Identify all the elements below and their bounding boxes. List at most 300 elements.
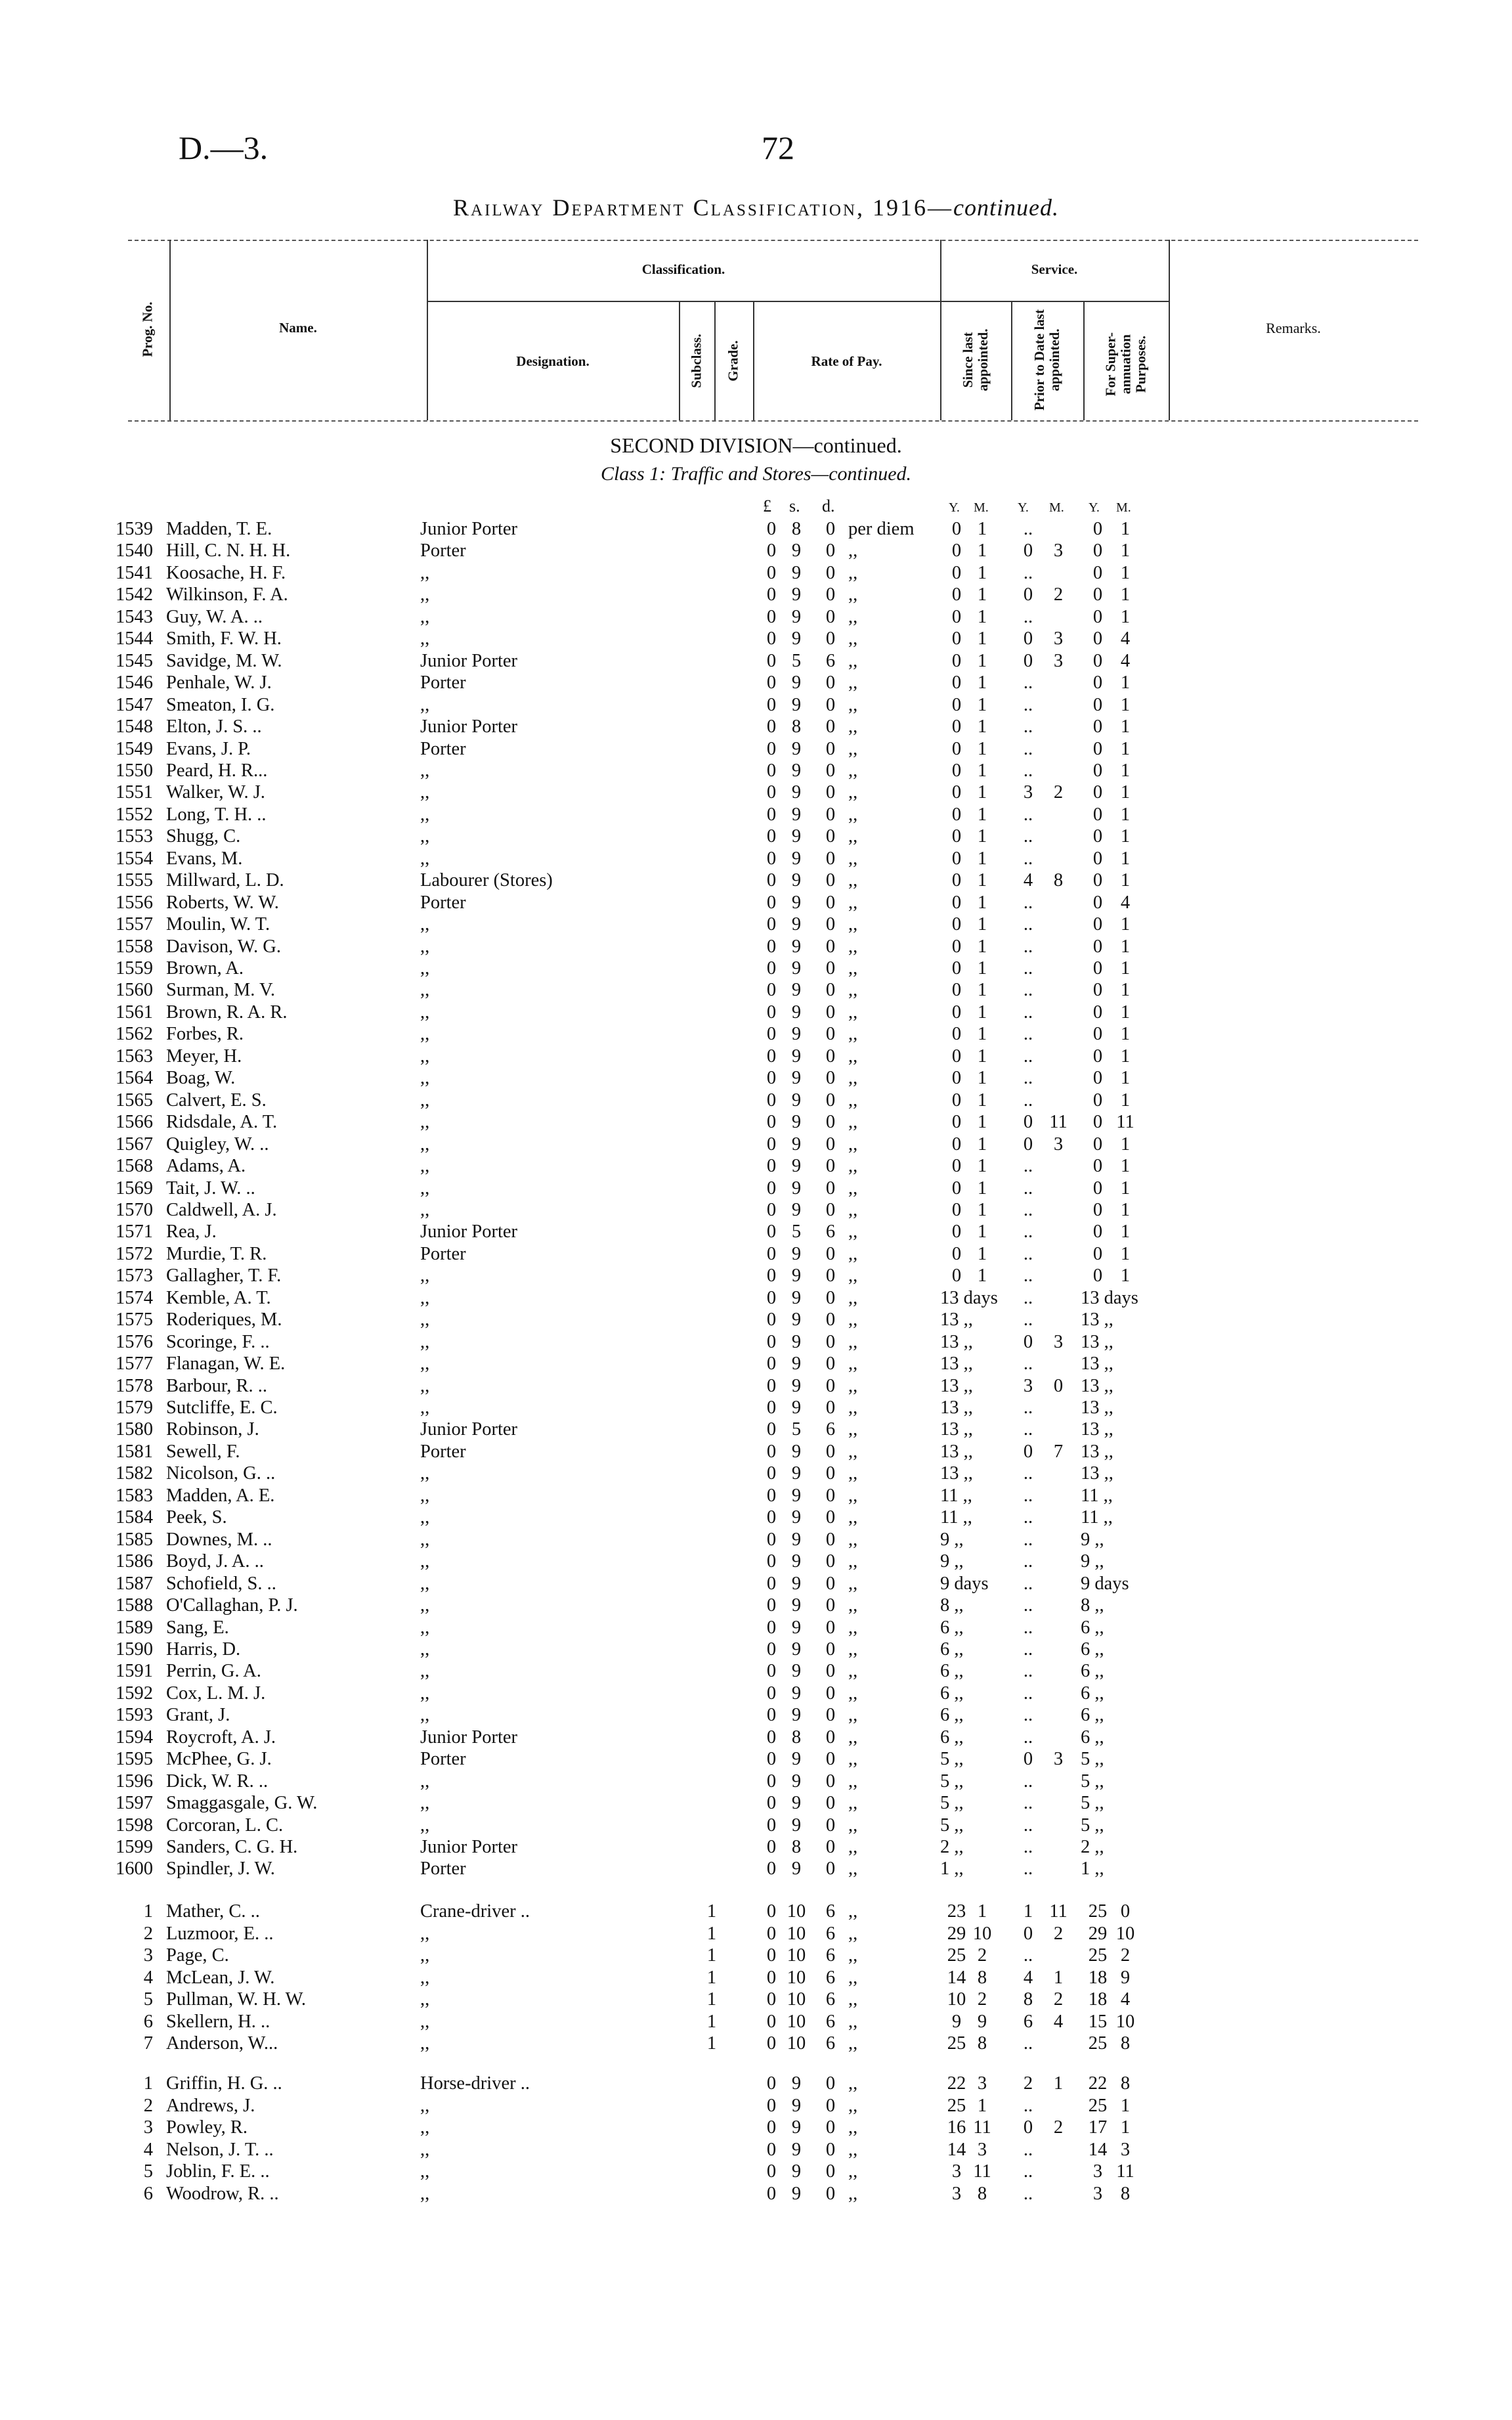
pay-shillings: 9	[791, 848, 802, 869]
designation: ,,	[420, 1068, 430, 1089]
since-years: 0	[951, 519, 962, 539]
super-years: 18	[1088, 1967, 1108, 1988]
since-years: 0	[951, 1089, 962, 1111]
since-months: 1	[977, 892, 987, 913]
super-years: 0	[1092, 562, 1103, 583]
header-divider	[1083, 301, 1085, 420]
since-months: 1	[977, 738, 987, 759]
super-years: 0	[1092, 672, 1103, 693]
pay-pounds: 0	[766, 584, 777, 605]
employee-name: Madden, A. E.	[166, 1485, 275, 1506]
pay-shillings: 9	[791, 1265, 802, 1287]
table-row	[0, 781, 1512, 804]
since-days: 13 ,,	[940, 1463, 973, 1484]
since-months: 1	[977, 1265, 987, 1287]
prog-no: 1561	[116, 1001, 153, 1023]
super-months: 4	[1120, 628, 1131, 649]
pay-period: ,,	[848, 1749, 858, 1770]
table-row	[0, 1967, 1512, 1989]
pay-period: ,,	[848, 650, 858, 671]
super-months: 1	[1120, 1133, 1131, 1155]
super-years: 0	[1092, 519, 1103, 539]
pay-shillings: 9	[791, 936, 802, 957]
since-months: 8	[977, 2033, 987, 2054]
prog-no: 1590	[116, 1639, 153, 1660]
prior-months: 3	[1053, 650, 1064, 671]
employee-name: Page, C.	[166, 1945, 229, 1966]
title-main: Railway Department Classification, 1916—	[453, 194, 954, 221]
super-years: 0	[1092, 782, 1103, 803]
pay-period: ,,	[848, 1068, 858, 1089]
prog-no: 1546	[116, 672, 153, 693]
prog-no: 1591	[116, 1661, 153, 1682]
designation: ,,	[420, 1661, 430, 1682]
designation: ,,	[420, 1309, 430, 1331]
since-years: 0	[951, 782, 962, 803]
since-months: 1	[977, 1112, 987, 1133]
prog-no: 1555	[116, 870, 153, 891]
pay-shillings: 9	[791, 1199, 802, 1220]
pay-pounds: 0	[766, 1375, 777, 1396]
prog-no: 1570	[116, 1199, 153, 1220]
since-months: 1	[977, 540, 987, 561]
designation: ,,	[420, 694, 430, 715]
header-subclass: Subclass.	[688, 334, 704, 388]
pay-pence: 0	[825, 1353, 836, 1375]
table-row	[0, 1727, 1512, 1749]
pay-period: ,,	[848, 2139, 858, 2160]
table-row	[0, 825, 1512, 848]
pay-pounds: 0	[766, 1661, 777, 1682]
super-years: 25	[1088, 1901, 1108, 1922]
prior-months: 0	[1053, 1375, 1064, 1396]
pay-shillings: 9	[791, 958, 802, 979]
employee-name: Tait, J. W. ..	[166, 1177, 255, 1199]
since-months: 9	[977, 2011, 987, 2032]
prior-years: ..	[1023, 672, 1033, 693]
designation: Porter	[420, 1243, 466, 1264]
employee-name: Sang, E.	[166, 1617, 229, 1638]
pay-shillings: 9	[791, 2139, 802, 2160]
pay-pence: 0	[825, 1265, 836, 1287]
table-row	[0, 1067, 1512, 1089]
table-row	[0, 1309, 1512, 1331]
prog-no: 6	[143, 2183, 153, 2204]
prior-years: ..	[1023, 1463, 1033, 1484]
pay-period: ,,	[848, 1177, 858, 1199]
prior-months: 2	[1053, 1923, 1064, 1944]
prog-no: 3	[143, 1945, 153, 1966]
prior-years: ..	[1023, 892, 1033, 913]
pay-shillings: 9	[791, 1771, 802, 1792]
employee-name: Evans, M.	[166, 848, 243, 869]
pay-pounds: 0	[766, 694, 777, 715]
pay-period: ,,	[848, 738, 858, 759]
pay-pence: 6	[825, 2033, 836, 2054]
table-row	[0, 1353, 1512, 1375]
pay-shillings: 9	[791, 1573, 802, 1594]
super-months: 1	[1120, 980, 1131, 1001]
table-row	[0, 1463, 1512, 1485]
prior-years: ..	[1023, 1485, 1033, 1506]
prior-years: 0	[1023, 540, 1033, 561]
pay-shillings: 9	[791, 1441, 802, 1462]
pay-period: ,,	[848, 958, 858, 979]
pay-pounds: 0	[766, 1771, 777, 1792]
since-years: 0	[951, 672, 962, 693]
pay-period: ,,	[848, 1859, 858, 1880]
division-text: SECOND DIVISION—continued.	[610, 433, 902, 457]
prog-no: 1544	[116, 628, 153, 649]
since-months: 1	[977, 1243, 987, 1264]
since-years: 9	[951, 2011, 962, 2032]
super-days: 5 ,,	[1081, 1815, 1104, 1836]
pay-pence: 0	[825, 1507, 836, 1528]
prior-years: ..	[1023, 848, 1033, 869]
pay-period: ,,	[848, 1793, 858, 1814]
since-years: 25	[947, 1945, 966, 1966]
since-days: 13 ,,	[940, 1309, 973, 1331]
prog-no: 1583	[116, 1485, 153, 1506]
pay-shillings: 10	[787, 2011, 806, 2032]
since-years: 0	[951, 1068, 962, 1089]
pay-period: ,,	[848, 1989, 858, 2010]
pay-period: ,,	[848, 694, 858, 715]
header-grade: Grade.	[725, 340, 741, 382]
since-months: 1	[977, 936, 987, 957]
since-years: 0	[951, 562, 962, 583]
pay-pounds: 0	[766, 1397, 777, 1418]
pay-period: ,,	[848, 892, 858, 913]
table-row	[0, 1177, 1512, 1200]
pay-pence: 0	[825, 1156, 836, 1177]
designation: Porter	[420, 738, 466, 759]
super-days: 6 ,,	[1081, 1683, 1104, 1704]
employee-name: Corcoran, L. C.	[166, 1815, 284, 1836]
pay-shillings: 9	[791, 1507, 802, 1528]
designation: Horse-driver ..	[420, 2073, 530, 2094]
table-row	[0, 1045, 1512, 1068]
super-months: 4	[1120, 1989, 1131, 2010]
designation: ,,	[420, 1287, 430, 1308]
table-row	[0, 738, 1512, 760]
prior-months: 8	[1053, 870, 1064, 891]
pay-pence: 0	[825, 782, 836, 803]
since-months: 1	[977, 1901, 987, 1922]
pay-shillings: 9	[791, 1287, 802, 1308]
designation: Porter	[420, 1749, 466, 1770]
pay-shillings: 9	[791, 738, 802, 759]
pay-pence: 0	[825, 2073, 836, 2094]
division-heading	[0, 433, 1512, 458]
since-days: 13 ,,	[940, 1441, 973, 1462]
table-row	[0, 694, 1512, 716]
pay-pence: 0	[825, 1243, 836, 1264]
pay-shillings: 9	[791, 1551, 802, 1572]
prog-no: 1573	[116, 1265, 153, 1287]
pay-pence: 6	[825, 1901, 836, 1922]
prior-years: ..	[1023, 1199, 1033, 1220]
pay-period: ,,	[848, 1507, 858, 1528]
table-row	[0, 1265, 1512, 1287]
pay-pence: 6	[825, 1989, 836, 2010]
pay-pence: 0	[825, 1089, 836, 1111]
prior-years: ..	[1023, 716, 1033, 737]
super-years: 0	[1092, 1045, 1103, 1067]
designation: Crane-driver ..	[420, 1901, 530, 1922]
employee-name: Skellern, H. ..	[166, 2011, 270, 2032]
pay-shillings: 9	[791, 628, 802, 649]
pay-period: ,,	[848, 1397, 858, 1418]
employee-name: Davison, W. G.	[166, 936, 281, 957]
super-years: 0	[1092, 1112, 1103, 1133]
pay-pence: 0	[825, 1617, 836, 1638]
pay-pence: 6	[825, 1419, 836, 1440]
super-years: 0	[1092, 1156, 1103, 1177]
super-months: 1	[1120, 1068, 1131, 1089]
pay-pounds: 0	[766, 826, 777, 847]
super-years: 0	[1092, 760, 1103, 781]
pay-shillings: 8	[791, 1837, 802, 1857]
header-top-rule	[128, 240, 1418, 241]
pay-period: ,,	[848, 1551, 858, 1572]
prog-no: 1563	[116, 1045, 153, 1067]
pay-pounds: 0	[766, 672, 777, 693]
since-days: 13 ,,	[940, 1331, 973, 1352]
pay-shillings: 9	[791, 606, 802, 627]
super-years: 0	[1092, 826, 1103, 847]
since-months: 10	[972, 1923, 992, 1944]
pay-period: ,,	[848, 628, 858, 649]
pay-pounds: 0	[766, 1945, 777, 1966]
table-row	[0, 1441, 1512, 1463]
since-years: 0	[951, 1112, 962, 1133]
since-years: 0	[951, 760, 962, 781]
pay-pounds: 0	[766, 1441, 777, 1462]
pay-period: ,,	[848, 1375, 858, 1396]
pay-shillings: 9	[791, 1133, 802, 1155]
pay-pounds: 0	[766, 1573, 777, 1594]
prog-no: 1558	[116, 936, 153, 957]
subclass: 1	[706, 1901, 717, 1922]
prog-no: 1577	[116, 1353, 153, 1375]
pay-pence: 0	[825, 1727, 836, 1748]
designation: Porter	[420, 1441, 466, 1462]
pay-pence: 0	[825, 628, 836, 649]
prog-no: 1542	[116, 584, 153, 605]
employee-name: Peard, H. R...	[166, 760, 268, 781]
super-months: 4	[1120, 650, 1131, 671]
prior-months: 3	[1053, 1133, 1064, 1155]
super-days: 9 ,,	[1081, 1529, 1104, 1550]
pay-pounds: 0	[766, 958, 777, 979]
prior-years: 0	[1023, 1112, 1033, 1133]
employee-name: Peek, S.	[166, 1507, 227, 1528]
pay-period: ,,	[848, 562, 858, 583]
pay-pounds: 0	[766, 1683, 777, 1704]
pay-period: ,,	[848, 584, 858, 605]
pay-pounds: 0	[766, 1989, 777, 2010]
prog-no: 1557	[116, 914, 153, 935]
employee-name: Anderson, W...	[166, 2033, 278, 2054]
table-row	[0, 1199, 1512, 1221]
pay-shillings: 9	[791, 2161, 802, 2182]
pay-pence: 0	[825, 1309, 836, 1331]
employee-name: Flanagan, W. E.	[166, 1353, 286, 1375]
pay-pounds: 0	[766, 1595, 777, 1616]
pay-shillings: 9	[791, 826, 802, 847]
table-row	[0, 650, 1512, 672]
prog-no: 1589	[116, 1617, 153, 1638]
pay-shillings: 9	[791, 804, 802, 825]
since-years: 3	[951, 2183, 962, 2204]
designation: ,,	[420, 1639, 430, 1660]
since-months: 3	[977, 2139, 987, 2160]
prog-no: 1	[143, 1901, 153, 1922]
pay-period: ,,	[848, 1441, 858, 1462]
pay-shillings: 10	[787, 1923, 806, 1944]
super-months: 1	[1120, 1024, 1131, 1045]
prog-no: 1597	[116, 1793, 153, 1814]
pay-period: ,,	[848, 760, 858, 781]
pay-pounds: 0	[766, 914, 777, 935]
table-row	[0, 1023, 1512, 1045]
prior-years: ..	[1023, 1815, 1033, 1836]
pay-pounds: 0	[766, 1221, 777, 1243]
pay-shillings: 8	[791, 1727, 802, 1748]
since-months: 1	[977, 716, 987, 737]
pay-shillings: 9	[791, 1089, 802, 1111]
designation: Junior Porter	[420, 1419, 518, 1440]
employee-name: Roycroft, A. J.	[166, 1727, 276, 1748]
table-row	[0, 869, 1512, 892]
pay-period: ,,	[848, 1309, 858, 1331]
pay-shillings: 9	[791, 1156, 802, 1177]
employee-name: Andrews, J.	[166, 2095, 255, 2116]
pay-shillings: 9	[791, 540, 802, 561]
since-months: 1	[977, 694, 987, 715]
since-years: 0	[951, 1024, 962, 1045]
employee-name: Woodrow, R. ..	[166, 2183, 279, 2204]
header-divider	[1011, 301, 1012, 420]
prior-years: ..	[1023, 1551, 1033, 1572]
prior-months: 3	[1053, 540, 1064, 561]
super-months: 8	[1120, 2033, 1131, 2054]
super-months: 1	[1120, 694, 1131, 715]
prog-no: 1600	[116, 1859, 153, 1880]
super-years: 0	[1092, 606, 1103, 627]
prior-years: ..	[1023, 2033, 1033, 2054]
table-row	[0, 804, 1512, 826]
employee-name: Caldwell, A. J.	[166, 1199, 277, 1220]
pay-shillings: 9	[791, 1793, 802, 1814]
super-months: 1	[1120, 2117, 1131, 2138]
super-months: 1	[1120, 1045, 1131, 1067]
pay-period: ,,	[848, 2117, 858, 2138]
pay-period: ,,	[848, 826, 858, 847]
table-row	[0, 1089, 1512, 1112]
super-months: 10	[1115, 1923, 1135, 1944]
prog-no: 3	[143, 2117, 153, 2138]
prog-no: 1580	[116, 1419, 153, 1440]
pay-shillings: 9	[791, 584, 802, 605]
header-prior-to: Prior to Date last appointed.	[1031, 309, 1062, 411]
pay-period: ,,	[848, 1485, 858, 1506]
super-years: 14	[1088, 2139, 1108, 2160]
since-years: 14	[947, 1967, 966, 1988]
pay-pounds: 0	[766, 2033, 777, 2054]
prior-years: 0	[1023, 1923, 1033, 1944]
employee-name: Roderiques, M.	[166, 1309, 282, 1331]
pay-pounds: 0	[766, 2139, 777, 2160]
designation: ,,	[420, 1573, 430, 1594]
prog-no: 1539	[116, 519, 153, 539]
prog-no: 1567	[116, 1133, 153, 1155]
prior-years: ..	[1023, 1089, 1033, 1111]
pay-pounds: 0	[766, 1901, 777, 1922]
pay-period: ,,	[848, 1595, 858, 1616]
super-years: 3	[1092, 2183, 1103, 2204]
prior-years: ..	[1023, 1595, 1033, 1616]
employee-name: Harris, D.	[166, 1639, 241, 1660]
employee-name: Millward, L. D.	[166, 870, 284, 891]
pay-period: ,,	[848, 1045, 858, 1067]
since-days: 6 ,,	[940, 1639, 964, 1660]
since-years: 0	[951, 1133, 962, 1155]
table-row	[0, 2117, 1512, 2139]
designation: ,,	[420, 584, 430, 605]
prog-no: 1564	[116, 1068, 153, 1089]
super-days: 11 ,,	[1081, 1507, 1113, 1528]
since-months: 1	[977, 870, 987, 891]
table-row	[0, 1507, 1512, 1529]
pay-pence: 0	[825, 1661, 836, 1682]
pay-pence: 0	[825, 1683, 836, 1704]
since-days: 1 ,,	[940, 1859, 964, 1880]
header-remarks: Remarks.	[1266, 320, 1321, 336]
pay-pence: 0	[825, 1529, 836, 1550]
pay-pounds: 0	[766, 1331, 777, 1352]
super-years: 0	[1092, 1089, 1103, 1111]
prior-years: ..	[1023, 1771, 1033, 1792]
prior-months: 2	[1053, 1989, 1064, 2010]
prog-no: 1549	[116, 738, 153, 759]
pay-pence: 0	[825, 1045, 836, 1067]
super-years: 0	[1092, 650, 1103, 671]
super-months: 4	[1120, 892, 1131, 913]
since-years: 0	[951, 716, 962, 737]
prog-no: 1552	[116, 804, 153, 825]
prior-years: ..	[1023, 1661, 1033, 1682]
super-days: 5 ,,	[1081, 1771, 1104, 1792]
pay-pence: 0	[825, 738, 836, 759]
super-years: 0	[1092, 694, 1103, 715]
employee-name: Wilkinson, F. A.	[166, 584, 288, 605]
table-row	[0, 1133, 1512, 1156]
super-years: 0	[1092, 1177, 1103, 1199]
since-days: 13 ,,	[940, 1375, 973, 1396]
employee-name: Quigley, W. ..	[166, 1133, 269, 1155]
super-months: 1	[1120, 519, 1131, 539]
since-days: 6 ,,	[940, 1617, 964, 1638]
prior-years: ..	[1023, 1727, 1033, 1748]
designation: ,,	[420, 1793, 430, 1814]
employee-name: Brown, R. A. R.	[166, 1001, 288, 1023]
prior-years: 0	[1023, 2117, 1033, 2138]
pay-pounds: 0	[766, 2095, 777, 2116]
super-years: 0	[1092, 870, 1103, 891]
employee-name: Smaggasgale, G. W.	[166, 1793, 318, 1814]
